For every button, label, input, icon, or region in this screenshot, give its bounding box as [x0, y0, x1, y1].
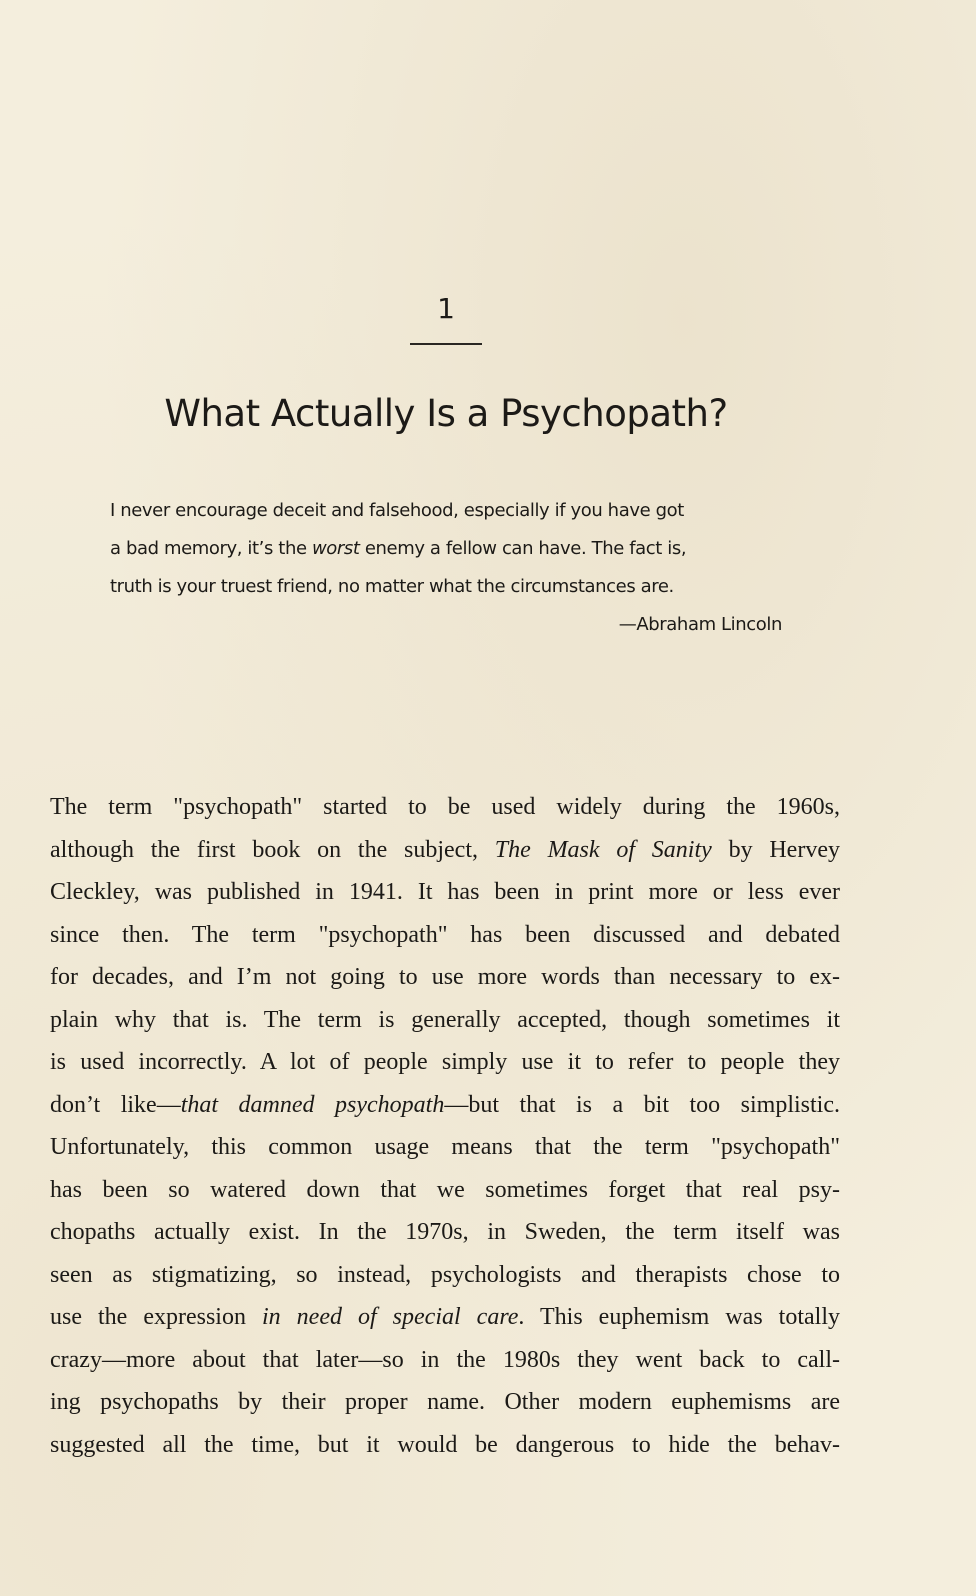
epigraph-line — [110, 572, 782, 610]
body-line — [50, 1086, 840, 1129]
body-line — [50, 958, 840, 1001]
chapter-rule — [410, 343, 482, 345]
body-text — [50, 788, 840, 1468]
chapter-number: 1 — [437, 292, 455, 325]
body-line — [50, 788, 840, 831]
body-line — [50, 1128, 840, 1171]
text-segment: since then. The term "psychopath" has been discussed and debated — [50, 921, 840, 948]
epigraph — [110, 496, 782, 648]
text-segment: chopaths actually exist. In the 1970s, in Sweden, the term itself was — [50, 1219, 840, 1245]
italic-text: in need of special care — [262, 1304, 519, 1330]
text-segment: —but that is a bit too simplistic. — [444, 1091, 840, 1118]
epigraph-line — [110, 534, 782, 572]
text-segment: although the first book on the subject, — [50, 836, 495, 863]
body-line — [50, 1383, 840, 1426]
body-line — [50, 1298, 840, 1341]
text-segment: suggested all the time, but it would be dangerous to hide the behav- — [50, 1431, 840, 1458]
body-line — [50, 916, 840, 959]
italic-text: worst — [311, 538, 360, 559]
text-segment: I never encourage deceit and falsehood, especially if you have got — [110, 500, 684, 521]
text-segment: by Hervey — [711, 836, 840, 863]
text-segment: don’t like— — [50, 1091, 181, 1118]
body-line — [50, 1001, 840, 1044]
text-segment: for decades, and I’m not going to use more words than necessary to ex- — [50, 964, 840, 990]
body-line — [50, 1171, 840, 1214]
text-segment: a bad memory, it’s the — [110, 538, 312, 559]
text-segment: is used incorrectly. A lot of people simply use it to refer to people they — [50, 1049, 840, 1075]
text-segment: The term "psychopath" started to be used widely during the 1960s, — [50, 794, 840, 820]
text-segment: has been so watered down that we sometimes forget that real psy- — [50, 1176, 840, 1203]
italic-text: that damned psychopath — [180, 1091, 445, 1118]
epigraph-attribution: —Abraham Lincoln — [618, 614, 782, 635]
chapter-title: What Actually Is a Psychopath? — [164, 392, 728, 435]
text-segment: crazy—more about that later—so in the 1980s they went back to call- — [50, 1346, 840, 1373]
text-segment: enemy a fellow can have. The fact is, — [359, 538, 687, 559]
text-segment: Unfortunately, this common usage means that the term "psychopath" — [50, 1134, 840, 1160]
body-line — [50, 1213, 840, 1256]
body-line — [50, 1341, 840, 1384]
italic-text: The Mask of Sanity — [494, 836, 712, 863]
text-segment: seen as stigmatizing, so instead, psychologists and therapists chose to — [50, 1261, 840, 1288]
text-segment: plain why that is. The term is generally accepted, though sometimes it — [50, 1006, 840, 1033]
body-line — [50, 1426, 840, 1469]
epigraph-line — [110, 496, 782, 534]
body-line — [50, 1256, 840, 1299]
text-segment: truth is your truest friend, no matter what the circumstances are. — [110, 576, 674, 597]
body-line — [50, 831, 840, 874]
text-segment: use the expression — [50, 1304, 262, 1330]
body-line — [50, 1043, 840, 1086]
text-segment: Cleckley, was published in 1941. It has been in print more or less ever — [50, 879, 840, 905]
text-segment: ing psychopaths by their proper name. Other modern euphemisms are — [50, 1389, 840, 1415]
body-line — [50, 873, 840, 916]
text-segment: . This euphemism was totally — [518, 1304, 840, 1330]
